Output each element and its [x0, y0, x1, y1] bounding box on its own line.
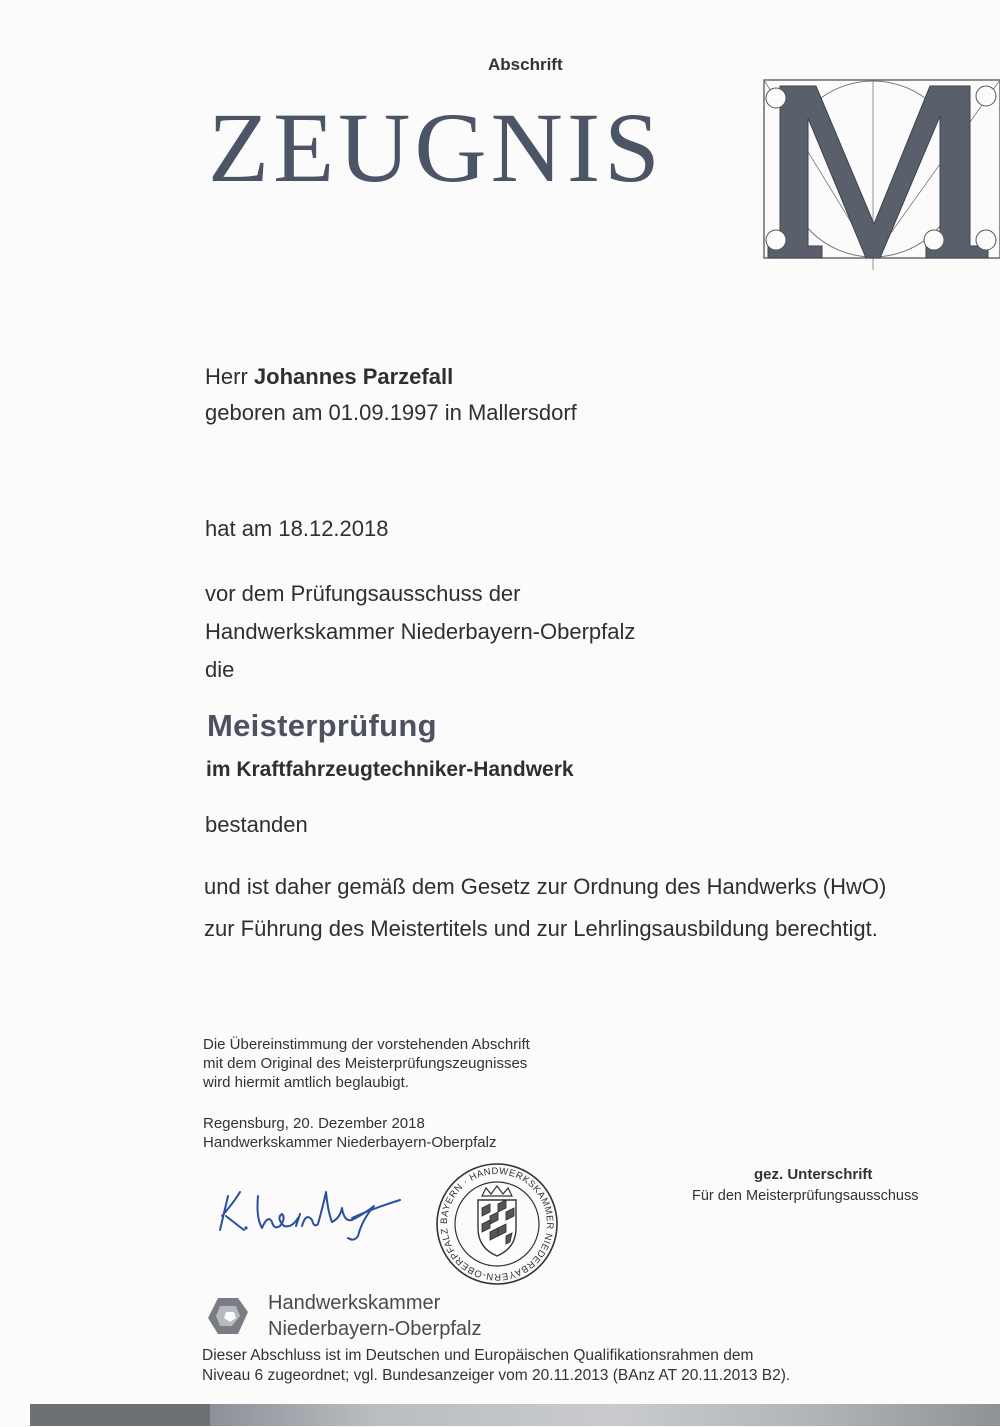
- certification-line-2: mit dem Original des Meisterprüfungszeugnisses: [203, 1055, 528, 1072]
- qualification-note-line-1: Dieser Abschluss ist im Deutschen und Europäischen Qualifikationsrahmen dem: [202, 1347, 754, 1364]
- copy-label: Abschrift: [488, 55, 563, 74]
- exam-title: Meisterprüfung: [207, 708, 437, 743]
- seal-text: BAYERN · HANDWERKSKAMMER NIEDERBAYERN-OBERPFALZ: [438, 1165, 556, 1283]
- decorative-bottom-bar-accent: [30, 1404, 210, 1426]
- birth-line: geboren am 01.09.1997 in Mallersdorf: [205, 400, 577, 425]
- qualification-note-line-2: Niveau 6 zugeordnet; vgl. Bundesanzeiger vom 20.11.2013 (BAnz AT 20.11.2013 B2).: [202, 1367, 791, 1384]
- organization-name-line-2: Niederbayern-Oberpfalz: [268, 1318, 482, 1340]
- place-date: Regensburg, 20. Dezember 2018: [203, 1115, 425, 1132]
- exam-date-line: hat am 18.12.2018: [205, 516, 389, 541]
- exam-result: bestanden: [205, 812, 308, 837]
- recipient-line: [205, 364, 453, 390]
- committee-line-1: vor dem Prüfungsausschuss der: [205, 581, 521, 606]
- document-title: ZEUGNIS: [208, 92, 664, 203]
- entitlement-line-1: und ist daher gemäß dem Gesetz zur Ordnung des Handwerks (HwO): [204, 874, 887, 899]
- signature-title: gez. Unterschrift: [754, 1166, 873, 1183]
- certification-line-3: wird hiermit amtlich beglaubigt.: [203, 1074, 409, 1091]
- official-seal-icon: [434, 1162, 560, 1286]
- m-logo-icon: [758, 74, 1000, 270]
- recipient-name: Johannes Parzefall: [253, 364, 454, 389]
- article-text: die: [205, 657, 235, 682]
- issuer: Handwerkskammer Niederbayern-Oberpfalz: [203, 1134, 497, 1151]
- committee-line-2: Handwerkskammer Niederbayern-Oberpfalz: [205, 619, 636, 644]
- certification-line-1: Die Übereinstimmung der vorstehenden Abschrift: [203, 1036, 530, 1053]
- organization-name-line-1: Handwerkskammer: [268, 1292, 441, 1314]
- handwritten-signature: [214, 1178, 404, 1242]
- hwk-logo-icon: [206, 1296, 250, 1336]
- signature-subtitle: Für den Meisterprüfungsausschuss: [692, 1188, 919, 1204]
- salutation: Herr: [205, 364, 248, 389]
- exam-trade: im Kraftfahrzeugtechniker-Handwerk: [206, 758, 574, 781]
- entitlement-line-2: zur Führung des Meistertitels und zur Lehrlingsausbildung berechtigt.: [204, 916, 878, 941]
